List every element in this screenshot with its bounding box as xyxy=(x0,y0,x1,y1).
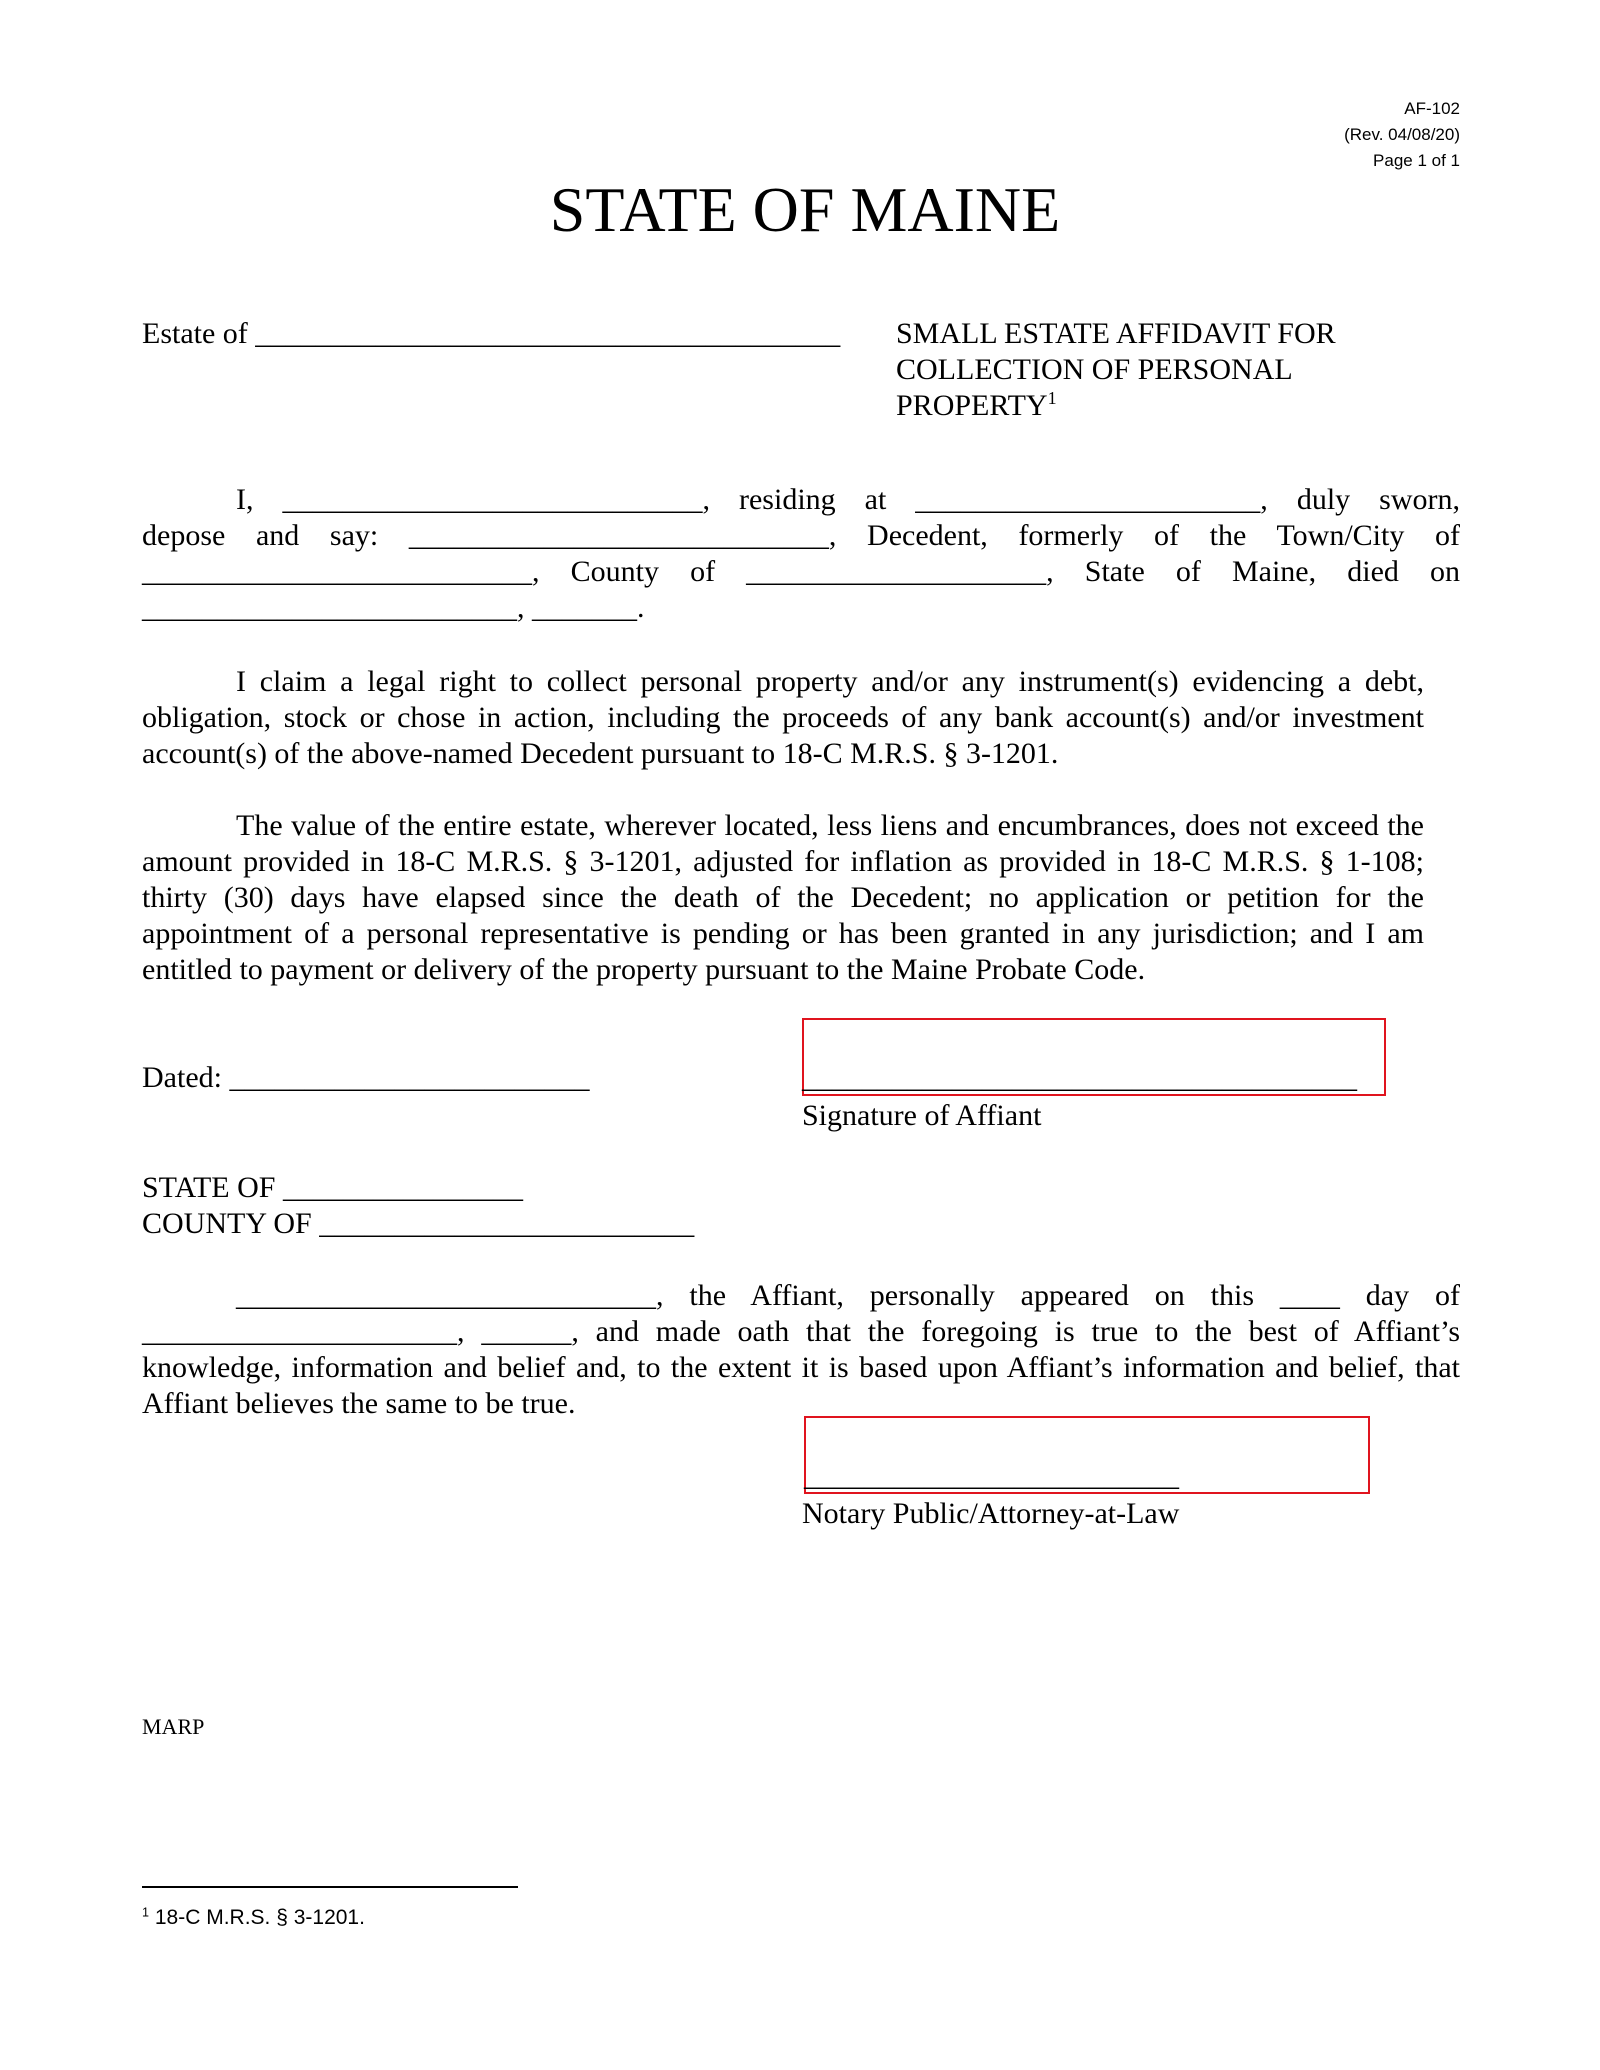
venue-state-field[interactable]: STATE OF ________________ xyxy=(142,1171,523,1204)
value-paragraph: The value of the entire estate, wherever located, less liens and encumbrances, does not exceed the amount provided in 18-C M.R.S. § 3-1201, adjusted for inflation as provided in 18-C M.R.S. § 1-108; thirty (30) days have elapsed since the death of the Decedent; no application or petition for the appointment of a personal representative is pending or has been granted in any jurisdiction; and I am entitled to payment or delivery of the property pursuant to the Maine Probate Code. xyxy=(142,809,1424,986)
oath-line-4: Affiant believes the same to be true. xyxy=(142,1387,576,1420)
page-title: STATE OF MAINE xyxy=(549,174,1061,245)
deposition-line-3[interactable]: __________________________, County of ____________________, State of Maine, died on xyxy=(142,555,1460,588)
estate-of-line xyxy=(142,316,840,352)
dated-field[interactable]: ________________________ xyxy=(229,1061,590,1094)
venue-county-field[interactable]: COUNTY OF _________________________ xyxy=(142,1207,695,1240)
oath-line-1[interactable]: ____________________________, the Affiant, personally appeared on this ____ day of xyxy=(236,1279,1460,1312)
footnote xyxy=(142,1904,365,1932)
oath-line-2[interactable]: _____________________, ______, and made oath that the foregoing is true to the best of Affiant’s xyxy=(142,1315,1460,1348)
venue-block xyxy=(142,1170,694,1242)
notary-signature-line[interactable]: _________________________ xyxy=(804,1459,1179,1492)
footnote-ref: 1 xyxy=(1047,388,1057,409)
affiant-signature-line[interactable]: _____________________________________ xyxy=(802,1061,1357,1094)
marp-label: MARP xyxy=(142,1714,205,1739)
oath-paragraph xyxy=(142,1278,1460,1422)
form-header-meta xyxy=(1344,96,1460,174)
deposition-block xyxy=(142,482,1460,626)
form-caption xyxy=(896,316,1336,424)
caption-line-3: PROPERTY$^1$ xyxy=(896,388,1057,422)
affiant-signature-label: Signature of Affiant xyxy=(802,1099,1042,1132)
claim-paragraph: I claim a legal right to collect personal property and/or any instrument(s) evidencing a debt, obligation, stock or chose in action, including the proceeds of any bank account(s) and/or investment account(s) of the above-named Decedent pursuant to 18-C M.R.S. § 3-1201. xyxy=(142,665,1424,770)
estate-name-field[interactable]: _______________________________________ xyxy=(255,317,841,350)
caption-line-2: COLLECTION OF PERSONAL xyxy=(896,353,1293,386)
oath-line-3: knowledge, information and belief and, to the extent it is based upon Affiant’s information and belief, that xyxy=(142,1351,1460,1384)
footnote-number: 1 xyxy=(142,1905,150,1920)
footnote-text: 18-C M.R.S. § 3-1201. xyxy=(149,1906,365,1929)
deposition-line-4[interactable]: _________________________, _______. xyxy=(142,591,645,624)
page-indicator: Page 1 of 1 xyxy=(1373,151,1460,170)
deposition-line-2[interactable]: depose and say: ____________________________, Decedent, formerly of the Town/City of xyxy=(142,519,1460,552)
notary-signature-label: Notary Public/Attorney-at-Law xyxy=(802,1497,1180,1530)
dated-line xyxy=(142,1060,589,1096)
caption-line-1: SMALL ESTATE AFFIDAVIT FOR xyxy=(896,317,1336,350)
form-number: AF-102 xyxy=(1404,99,1460,118)
dated-label: Dated: xyxy=(142,1061,222,1094)
estate-of-label: Estate of xyxy=(142,317,248,350)
deposition-line-1[interactable]: I, ____________________________, residing at _______________________, duly sworn, xyxy=(236,483,1460,516)
footnote-separator xyxy=(142,1886,518,1888)
form-revision: (Rev. 04/08/20) xyxy=(1344,125,1460,144)
